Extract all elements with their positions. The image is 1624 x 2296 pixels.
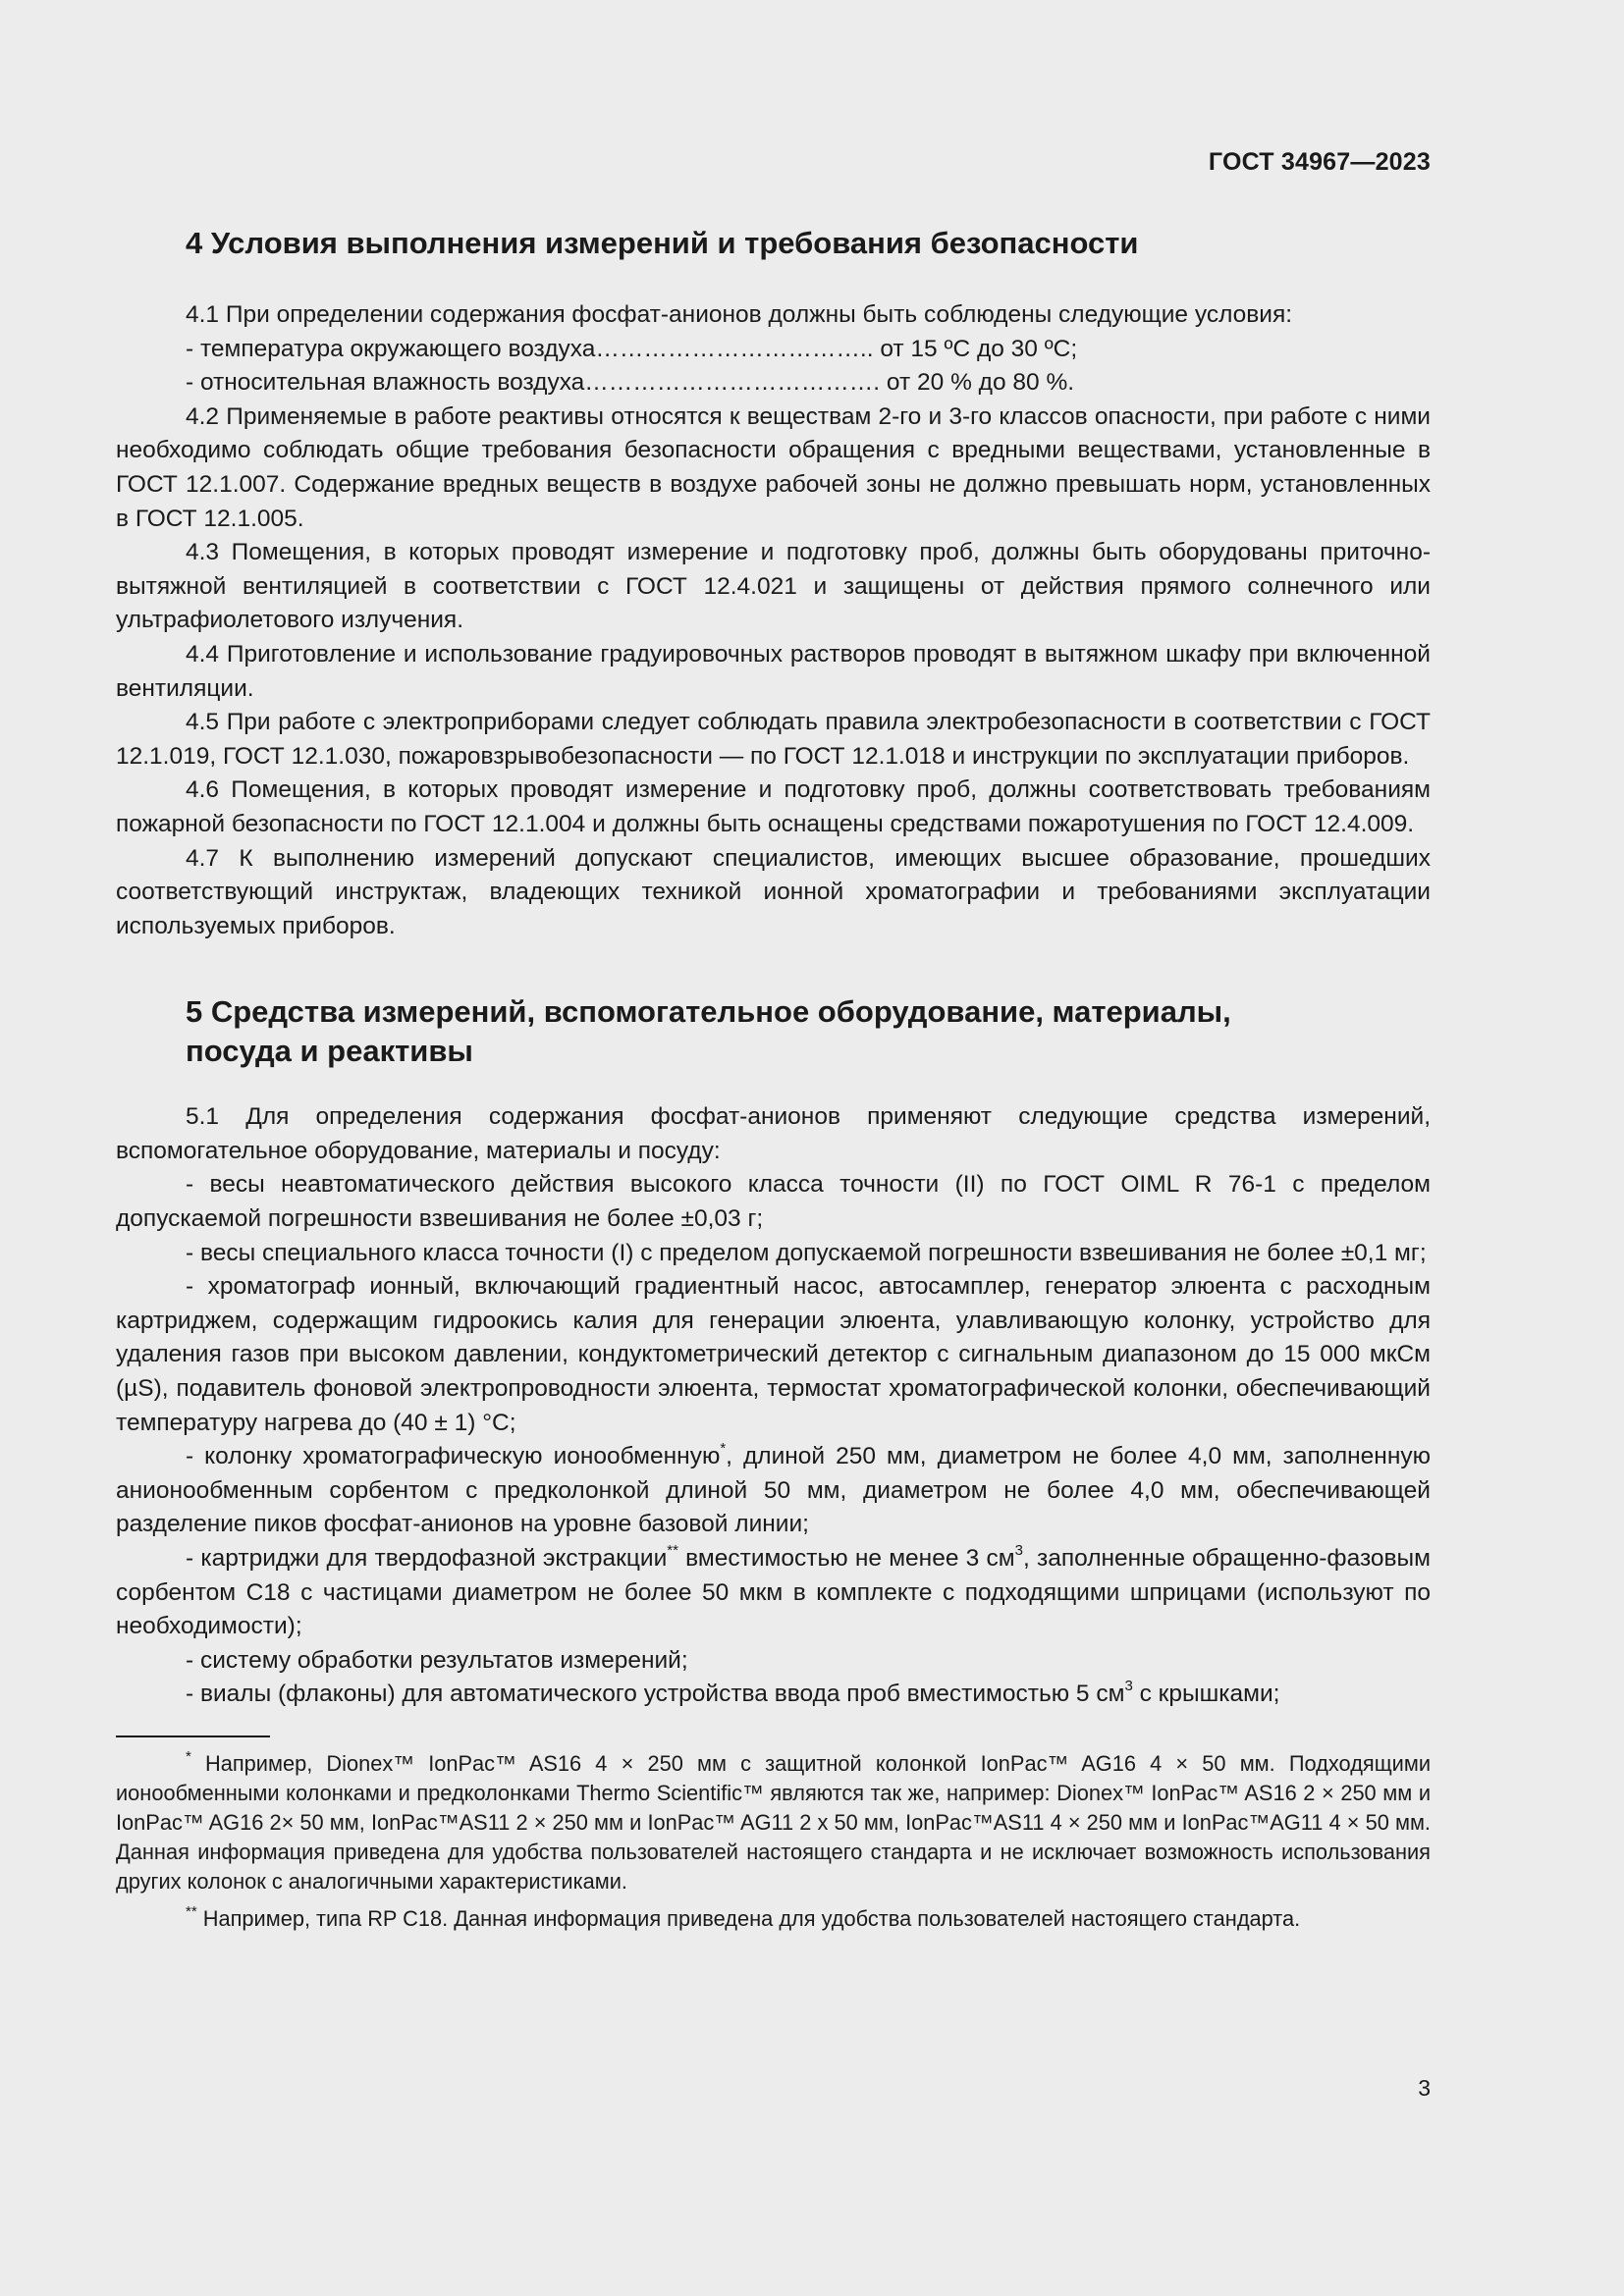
- standard-code: ГОСТ 34967—2023: [1208, 148, 1431, 176]
- footnote-ref-2: **: [667, 1541, 678, 1559]
- paragraph-4-2: 4.2 Применяемые в работе реактивы относятся к веществам 2-го и 3-го классов опасности, при работе с ними необходимо соблюдать общие требования безопасности обращения с вредными веществами, установленные в ГОСТ 12.1.007. Содержание вредных веществ в воздухе рабочей зоны не должно превышать норм, установленных в ГОСТ 12.1.005.: [116, 402, 1431, 532]
- footnote-1-text: Например, Dionex™ IonPac™ AS16 4 × 250 мм с защитной колонкой IonPac™ AG16 4 × 50 мм. Подходящими ионообменными колонками и предколонками Thermo Scientific™ являются так же, например: Dionex™ IonPac™ AS16 2 × 250 мм и IonPac™ AG16 2× 50 мм, IonPac™AS11 2 × 250 мм и IonPac™ AG11 2 x 50 мм, IonPac™AS11 4 × 250 мм и IonPac™AG11 4 × 50 мм. Данная информация приведена для удобства пользователей настоящего стандарта и не исключает возможность использования других колонок с аналогичными характеристиками.: [116, 1750, 1431, 1894]
- section-5-heading: [116, 992, 1431, 1071]
- footnote-1-mark: *: [186, 1747, 191, 1765]
- section-5-heading-line1: 5 Средства измерений, вспомогательное оборудование, материалы,: [186, 994, 1231, 1030]
- list-item-vials-text-b: с крышками;: [1132, 1681, 1280, 1708]
- list-item-column: [116, 1440, 1431, 1542]
- paragraph-4-1: 4.1 При определении содержания фосфат-анионов должны быть соблюдены следующие условия:: [186, 301, 1293, 328]
- page-number: 3: [1418, 2075, 1431, 2101]
- paragraph-4-7: 4.7 К выполнению измерений допускают специалистов, имеющих высшее образование, прошедших соответствующий инструктаж, владеющих техникой ионной хроматографии и требованиями эксплуатации используемых приборов.: [116, 844, 1431, 939]
- paragraph-5-1: 5.1 Для определения содержания фосфат-анионов применяют следующие средства измерений, вспомогательное оборудование, материалы и посуду:: [116, 1103, 1431, 1164]
- list-item-processing-system: - систему обработки результатов измерений;: [186, 1646, 688, 1674]
- footnote-divider: [116, 1735, 270, 1737]
- footnote-2-mark: **: [186, 1902, 197, 1920]
- paragraph-4-5: 4.5 При работе с электроприборами следует соблюдать правила электробезопасности в соответствии с ГОСТ 12.1.019, ГОСТ 12.1.030, пожаровзрывобезопасности — по ГОСТ 12.1.018 и инструкции по эксплуатации приборов.: [116, 709, 1431, 770]
- list-item-column-text-b: , длиной 250 мм, диаметром не более 4,0 мм, заполненную анионообменным сорбентом с предколонкой длиной 50 мм, диаметром не более 4,0 мм, обеспечивающей разделение пиков фосфат-анионов на уровне базовой линии;: [116, 1443, 1431, 1538]
- footnote-ref-1: *: [720, 1440, 727, 1458]
- list-item-vials-text-a: - виалы (флаконы) для автоматического устройства ввода проб вместимостью 5 см: [186, 1681, 1125, 1708]
- unit-superscript-3: 3: [1124, 1678, 1133, 1695]
- list-item-vials: [116, 1678, 1431, 1712]
- paragraph-4-6: 4.6 Помещения, в которых проводят измерение и подготовку проб, должны соответствовать требованиям пожарной безопасности по ГОСТ 12.1.004 и должны быть оснащены средствами пожаротушения по ГОСТ 12.4.009.: [116, 776, 1431, 837]
- unit-superscript-3: 3: [1014, 1541, 1023, 1559]
- page-content: [116, 224, 1431, 1942]
- condition-humidity: - относительная влажность воздуха………………………………. от 20 % до 80 %.: [186, 369, 1075, 397]
- list-item-cartridges-text-c: , заполненные обращенно-фазовым сорбентом С18 с частицами диаметром не более 50 мкм в комплекте с подходящими шприцами (используют по необходимости);: [116, 1545, 1431, 1640]
- paragraph-4-4: 4.4 Приготовление и использование градуировочных растворов проводят в вытяжном шкафу при включенной вентиляции.: [116, 640, 1431, 702]
- list-item-cartridges-text-a: - картриджи для твердофазной экстракции: [186, 1545, 668, 1572]
- footnote-2: [116, 1904, 1431, 1934]
- footnote-1: [116, 1749, 1431, 1896]
- list-item-scales-ii: - весы неавтоматического действия высокого класса точности (II) по ГОСТ OIML R 76-1 с пределом допускаемой погрешности взвешивания не более ±0,03 г;: [116, 1171, 1431, 1233]
- list-item-cartridges: [116, 1542, 1431, 1644]
- footnote-2-text: Например, типа RP C18. Данная информация приведена для удобства пользователей настоящего стандарта.: [196, 1905, 1301, 1931]
- section-4-heading: 4 Условия выполнения измерений и требования безопасности: [186, 226, 1139, 260]
- list-item-cartridges-text-b: вместимостью не менее 3 см: [677, 1545, 1015, 1572]
- list-item-chromatograph: - хроматограф ионный, включающий градиентный насос, автосамплер, генератор элюента с расходным картриджем, содержащим гидроокись калия для генерации элюента, улавливающую колонку, устройство для удаления газов при высоком давлении, кондуктометрический детектор с сигнальным диапазоном до 15 000 мкСм (µS), подавитель фоновой электропроводности элюента, термостат хроматографической колонки, обеспечивающий температуру нагрева до (40 ± 1) °C;: [116, 1273, 1431, 1436]
- section-5-heading-line2: посуда и реактивы: [186, 1034, 473, 1069]
- list-item-column-text-a: - колонку хроматографическую ионообменную: [186, 1443, 721, 1470]
- paragraph-4-3: 4.3 Помещения, в которых проводят измерение и подготовку проб, должны быть оборудованы приточно-вытяжной вентиляцией в соответствии с ГОСТ 12.4.021 и защищены от действия прямого солнечного или ультрафиолетового излучения.: [116, 539, 1431, 634]
- condition-temperature: - температура окружающего воздуха…………………………….. от 15 ºС до 30 ºС;: [186, 335, 1078, 362]
- list-item-scales-i: - весы специального класса точности (I) с пределом допускаемой погрешности взвешивания не более ±0,1 мг;: [186, 1239, 1427, 1266]
